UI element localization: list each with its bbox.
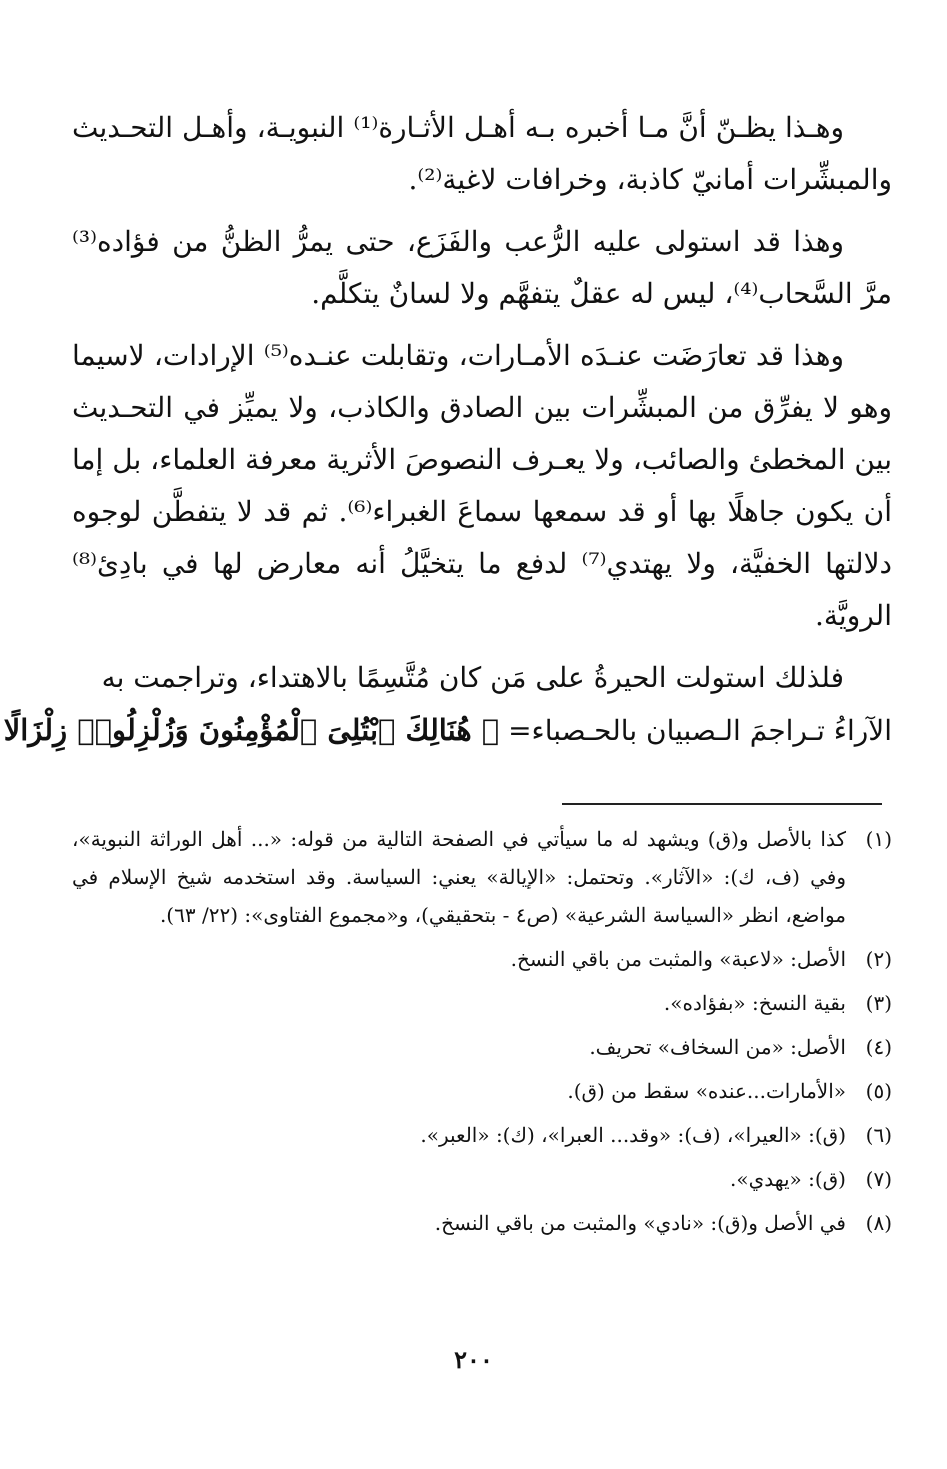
last-line-prefix: الآراءُ تـراجمَ الـصبيان بالحـصباء= <box>508 714 892 747</box>
footnote-number: (٦) <box>865 1123 892 1147</box>
quran-verse: ﴿ هُنَالِكَ ٱبْتُلِىَ ٱلْمُؤْمِنُونَ وَزُلْزِلُوا۟ زِلْزَالًا <box>3 713 500 747</box>
footnote-number: (٣) <box>865 991 892 1015</box>
footnote-2 <box>72 940 892 978</box>
footnote-4 <box>72 1028 892 1066</box>
footnote-separator <box>562 803 882 805</box>
footnote-7 <box>72 1160 892 1198</box>
footnote-text: بقية النسخ: «بفؤاده». <box>663 991 846 1015</box>
paragraph-1 <box>72 102 892 206</box>
footnote-text: في الأصل و(ق): «نادي» والمثبت من باقي النسخ. <box>434 1211 846 1235</box>
footnote-3 <box>72 984 892 1022</box>
paragraph-2-text: وهذا قد استولى عليه الرُّعب والفَزَع، حتى يمرُّ الظنُّ من فؤاده⁽³⁾ مرَّ السَّحاب⁽⁴⁾، ليس له عقلٌ يتفهَّم ولا لسانٌ يتكلَّم. <box>72 225 892 310</box>
paragraph-3-text: وهذا قد تعارَضَت عنـدَه الأمـارات، وتقابلت عنـده⁽⁵⁾ الإرادات، لاسيما وهو لا يفرِّق من المبشِّرات بين الصادق والكاذب، ولا يميِّز في التحـديث بين المخطئ والصائب، ولا يعـرف النصوصَ الأثرية معرفة العلماء، بل إما أن يكون جاهلًا بها أو قد سمعها سماعَ الغبراء⁽⁶⁾. ثم قد لا يتفطَّن لوجوه دلالتها الخفيَّة، ولا يهتدي⁽⁷⁾ لدفع ما يتخيَّلُ أنه معارض لها في بادِئ⁽⁸⁾ الرويَّة. <box>72 339 893 632</box>
footnote-number: (٥) <box>865 1079 892 1103</box>
footnote-number: (٤) <box>865 1035 892 1059</box>
paragraph-2 <box>72 216 892 320</box>
footnote-text: «الأمارات...عنده» سقط من (ق). <box>567 1079 846 1103</box>
footnote-number: (٧) <box>865 1167 892 1191</box>
footnote-number: (٨) <box>865 1211 892 1235</box>
footnote-text: الأصل: «من السخاف» تحريف. <box>589 1035 846 1059</box>
footnote-number: (١) <box>865 827 892 851</box>
page-number: ٢٠٠ <box>454 1345 493 1374</box>
paragraph-4-continuation <box>3 704 892 757</box>
footnote-text: (ق): «يهدي». <box>730 1167 846 1191</box>
footnote-text: (ق): «العيرا»، (ف): «وقد... العبرا»، (ك): «العبر». <box>420 1123 846 1147</box>
footnotes <box>72 820 892 1248</box>
footnote-5 <box>72 1072 892 1110</box>
footnote-number: (٢) <box>865 947 892 971</box>
footnote-6 <box>72 1116 892 1154</box>
footnote-text: كذا بالأصل و(ق) ويشهد له ما سيأتي في الصفحة التالية من قوله: «... أهل الوراثة النبوية»، وفي (ف، ك): «الآثار». وتحتمل: «الإيالة» يعني: السياسة. وقد استخدمه شيخ الإسلام في مواضع، انظر «السياسة الشرعية» (ص٤ - بتحقيقي)، و«مجموع الفتاوى»: (٢٢/ ٦٣). <box>72 827 846 927</box>
paragraph-1-text: وهـذا يظـنّ أنَّ مـا أخبره بـه أهـل الأثـارة⁽¹⁾ النبويـة، وأهـل التحـديث والمبشِّرات أمانيّ كاذبة، وخرافات لاغية⁽²⁾. <box>72 111 892 196</box>
footnote-text: الأصل: «لاعبة» والمثبت من باقي النسخ. <box>510 947 846 971</box>
main-text <box>3 102 893 767</box>
paragraph-4 <box>72 652 892 704</box>
paragraph-3 <box>72 330 892 642</box>
footnote-8 <box>72 1204 892 1242</box>
footnote-1 <box>72 820 892 934</box>
paragraph-4-text: فلذلك استولت الحيرةُ على مَن كان مُتَّسِمًا بالاهتداء، وتراجمت به <box>101 661 844 694</box>
